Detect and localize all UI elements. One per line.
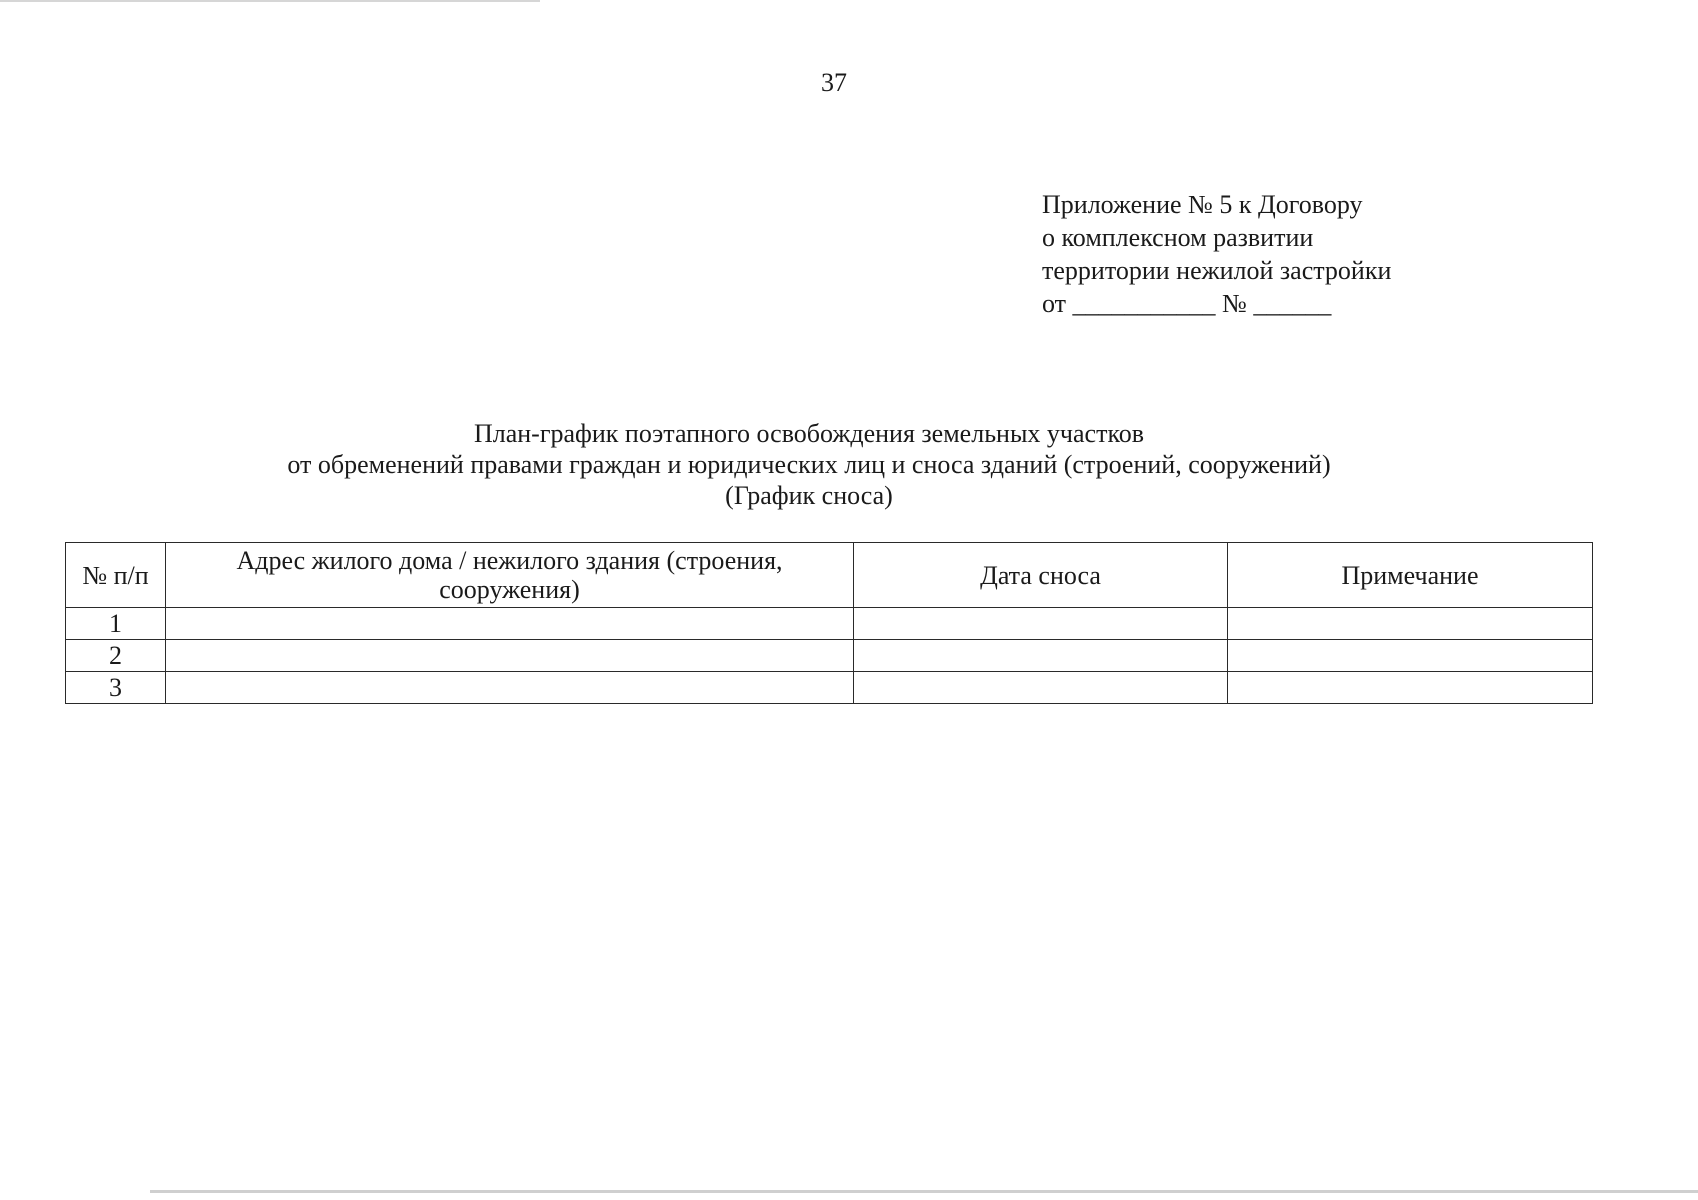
title-line: (График сноса) [725,481,893,510]
header-number: № п/п [66,543,166,608]
scan-bottom-edge [150,1190,1698,1193]
cell-note [1228,672,1593,704]
cell-number: 3 [66,672,166,704]
cell-address [166,640,854,672]
cell-date [854,640,1228,672]
header-address: Адрес жилого дома / нежилого здания (строения, сооружения) [166,543,854,608]
document-title [0,418,1618,511]
header-demolition-date: Дата сноса [854,543,1228,608]
cell-date [854,608,1228,640]
cell-date [854,672,1228,704]
cell-note [1228,608,1593,640]
appendix-line: Приложение № 5 к Договору [1042,190,1363,219]
cell-number: 2 [66,640,166,672]
scan-top-edge [0,0,540,2]
title-line: от обременений правами граждан и юридических лиц и сноса зданий (строений, сооружений) [287,450,1331,479]
demolition-schedule-table [65,542,1593,704]
appendix-reference [1042,188,1391,320]
cell-address [166,672,854,704]
page-number: 37 [821,68,847,97]
cell-note [1228,640,1593,672]
table-row [66,608,1593,640]
header-note: Примечание [1228,543,1593,608]
table-header-row [66,543,1593,608]
appendix-line: о комплексном развитии [1042,223,1314,252]
cell-number: 1 [66,608,166,640]
cell-address [166,608,854,640]
title-line: План-график поэтапного освобождения земельных участков [473,419,1145,448]
appendix-line: от ___________ № ______ [1042,289,1332,318]
table-row [66,640,1593,672]
appendix-line: территории нежилой застройки [1042,256,1392,285]
table-row [66,672,1593,704]
